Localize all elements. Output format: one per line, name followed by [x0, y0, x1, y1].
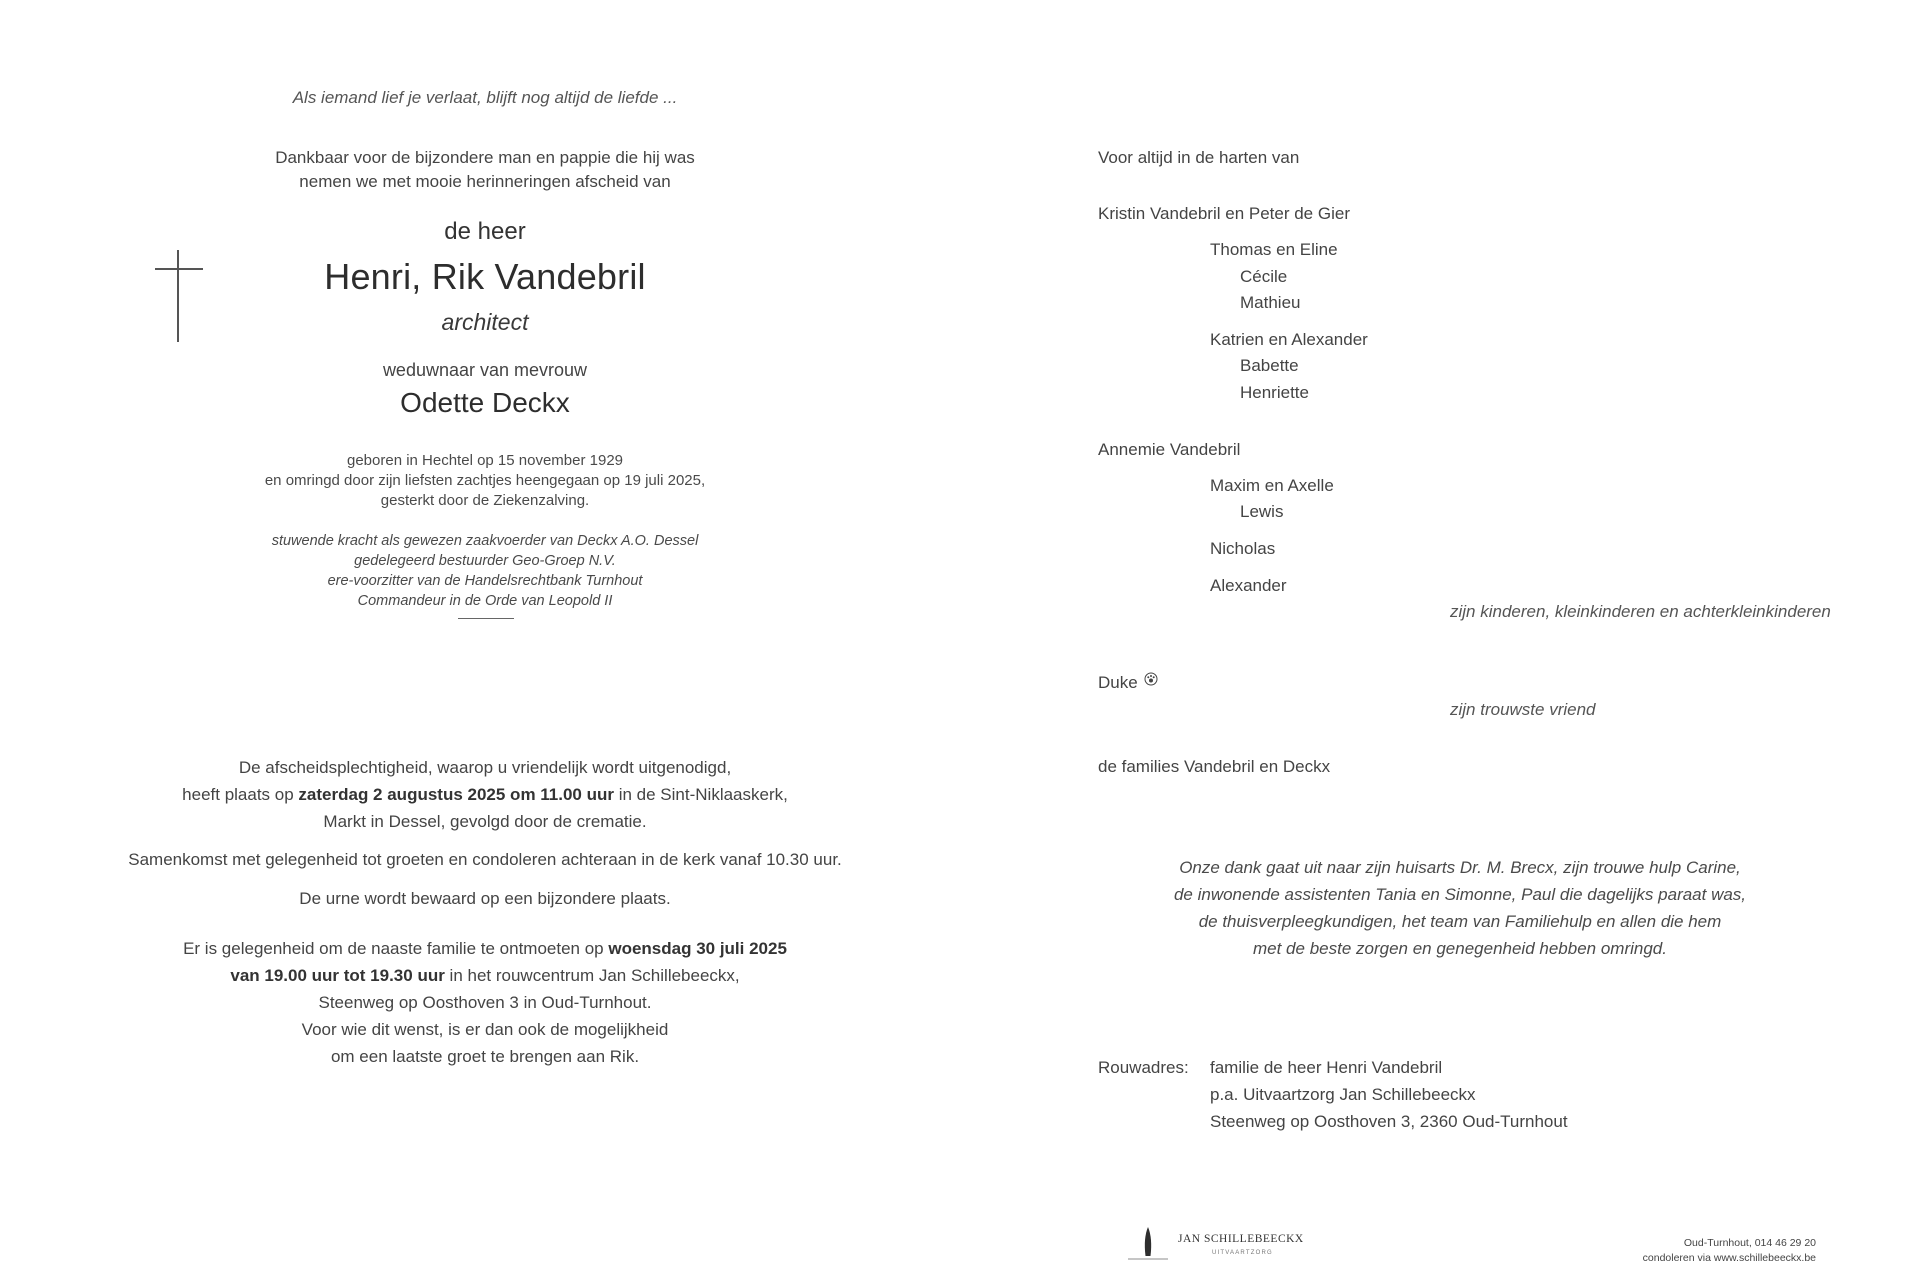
- child-name: Kristin Vandebril en Peter de Gier: [1098, 204, 1350, 223]
- title-line: stuwende kracht als gewezen zaakvoerder van Deckx A.O. Dessel: [271, 533, 699, 549]
- address-line: Steenweg op Oosthoven 3, 2360 Oud-Turnhout: [1210, 1112, 1568, 1131]
- pet-relation: zijn trouwste vriend: [1450, 700, 1596, 719]
- grandchild-name: Maxim en Axelle: [1210, 476, 1334, 495]
- life-dates: [0, 451, 970, 511]
- extended-families: de families Vandebril en Deckx: [1098, 757, 1331, 776]
- thanks-line: met de beste zorgen en genegenheid hebben omringd.: [1253, 939, 1667, 958]
- dates-line: gesterkt door de Ziekenzalving.: [380, 492, 590, 509]
- great-grandchild-name: Mathieu: [1240, 293, 1301, 312]
- thanks-text: [1100, 854, 1820, 962]
- divider: [458, 618, 514, 619]
- paw-icon: [1144, 672, 1158, 686]
- visitation-time: van 19.00 uur tot 19.30 uur: [230, 966, 445, 985]
- child-name: Annemie Vandebril: [1098, 440, 1241, 459]
- visitation-line: om een laatste groet te brengen aan Rik.: [330, 1047, 640, 1066]
- deceased-name: Henri, Rik Vandebril: [324, 256, 646, 297]
- thanks-line: de inwonende assistenten Tania en Simonne, Paul die dagelijks paraat was,: [1173, 885, 1747, 904]
- ceremony-line: De afscheidsplechtigheid, waarop u vriendelijk wordt uitgenodigd,: [238, 758, 732, 777]
- ceremony-date: zaterdag 2 augustus 2025 om 11.00 uur: [298, 785, 614, 804]
- address-line: familie de heer Henri Vandebril: [1210, 1058, 1443, 1077]
- grandchild-name: Alexander: [1210, 576, 1287, 595]
- family-heading: Voor altijd in de harten van: [1098, 148, 1300, 167]
- visitation-line: van 19.00 uur tot 19.30 uur in het rouwcentrum Jan Schillebeeckx,: [230, 966, 740, 985]
- honorary-titles: [0, 531, 970, 611]
- gathering-info: Samenkomst met gelegenheid tot groeten en condoleren achteraan in de kerk vanaf 10.30 uur.: [128, 850, 842, 869]
- motto: Als iemand lief je verlaat, blijft nog altijd de liefde ...: [292, 88, 678, 107]
- cypress-logo-icon: [1128, 1226, 1168, 1262]
- family-relation: zijn kinderen, kleinkinderen en achterkleinkinderen: [1450, 602, 1831, 621]
- great-grandchild-name: Cécile: [1240, 267, 1288, 286]
- intro-line: nemen we met mooie herinneringen afscheid van: [299, 172, 671, 191]
- visitation-info: [0, 935, 970, 1070]
- contact-phone: Oud-Turnhout, 014 46 29 20: [1683, 1237, 1816, 1249]
- title-line: Commandeur in de Orde van Leopold II: [357, 593, 613, 609]
- company-name: JAN SCHILLEBEECKX: [1178, 1233, 1304, 1245]
- contact-website[interactable]: condoleren via www.schillebeeckx.be: [1642, 1252, 1816, 1264]
- pet-name: Duke: [1098, 672, 1158, 693]
- great-grandchild-name: Lewis: [1240, 502, 1284, 521]
- visitation-line: Voor wie dit wenst, is er dan ook de mogelijkheid: [301, 1020, 669, 1039]
- grandchild-name: Thomas en Eline: [1210, 240, 1338, 259]
- intro-line: Dankbaar voor de bijzondere man en pappie die hij was: [275, 148, 695, 167]
- spouse-name: Odette Deckx: [400, 387, 570, 418]
- ceremony-line: heeft plaats op zaterdag 2 augustus 2025 om 11.00 uur in de Sint-Niklaaskerk,: [182, 785, 788, 804]
- grandchild-name: Nicholas: [1210, 539, 1276, 558]
- great-grandchild-name: Babette: [1240, 356, 1299, 375]
- dates-line: geboren in Hechtel op 15 november 1929: [346, 452, 624, 469]
- visitation-line: Steenweg op Oosthoven 3 in Oud-Turnhout.: [318, 993, 652, 1012]
- address-line: p.a. Uitvaartzorg Jan Schillebeeckx: [1210, 1085, 1476, 1104]
- ceremony-info: [0, 754, 970, 835]
- ceremony-line: Markt in Dessel, gevolgd door de crematie.: [323, 812, 647, 831]
- deceased-profession: architect: [441, 309, 529, 335]
- address-label: Rouwadres:: [1098, 1058, 1189, 1077]
- deceased-title: de heer: [444, 218, 526, 245]
- widow-label: weduwnaar van mevrouw: [382, 360, 588, 380]
- thanks-line: de thuisverpleegkundigen, het team van Familiehulp en allen die hem: [1198, 912, 1722, 931]
- great-grandchild-name: Henriette: [1240, 383, 1309, 402]
- intro-text: [0, 146, 970, 194]
- urn-info: De urne wordt bewaard op een bijzondere plaats.: [299, 889, 671, 908]
- dates-line: en omringd door zijn liefsten zachtjes heengegaan op 19 juli 2025,: [264, 472, 706, 489]
- visitation-date: woensdag 30 juli 2025: [608, 939, 787, 958]
- title-line: ere-voorzitter van de Handelsrechtbank Turnhout: [327, 573, 643, 589]
- title-line: gedelegeerd bestuurder Geo-Groep N.V.: [354, 553, 616, 569]
- grandchild-name: Katrien en Alexander: [1210, 330, 1368, 349]
- company-subtitle: UITVAARTZORG: [1212, 1250, 1273, 1256]
- thanks-line: Onze dank gaat uit naar zijn huisarts Dr. M. Brecx, zijn trouwe hulp Carine,: [1179, 858, 1741, 877]
- visitation-line: Er is gelegenheid om de naaste familie te ontmoeten op woensdag 30 juli 2025: [183, 939, 787, 958]
